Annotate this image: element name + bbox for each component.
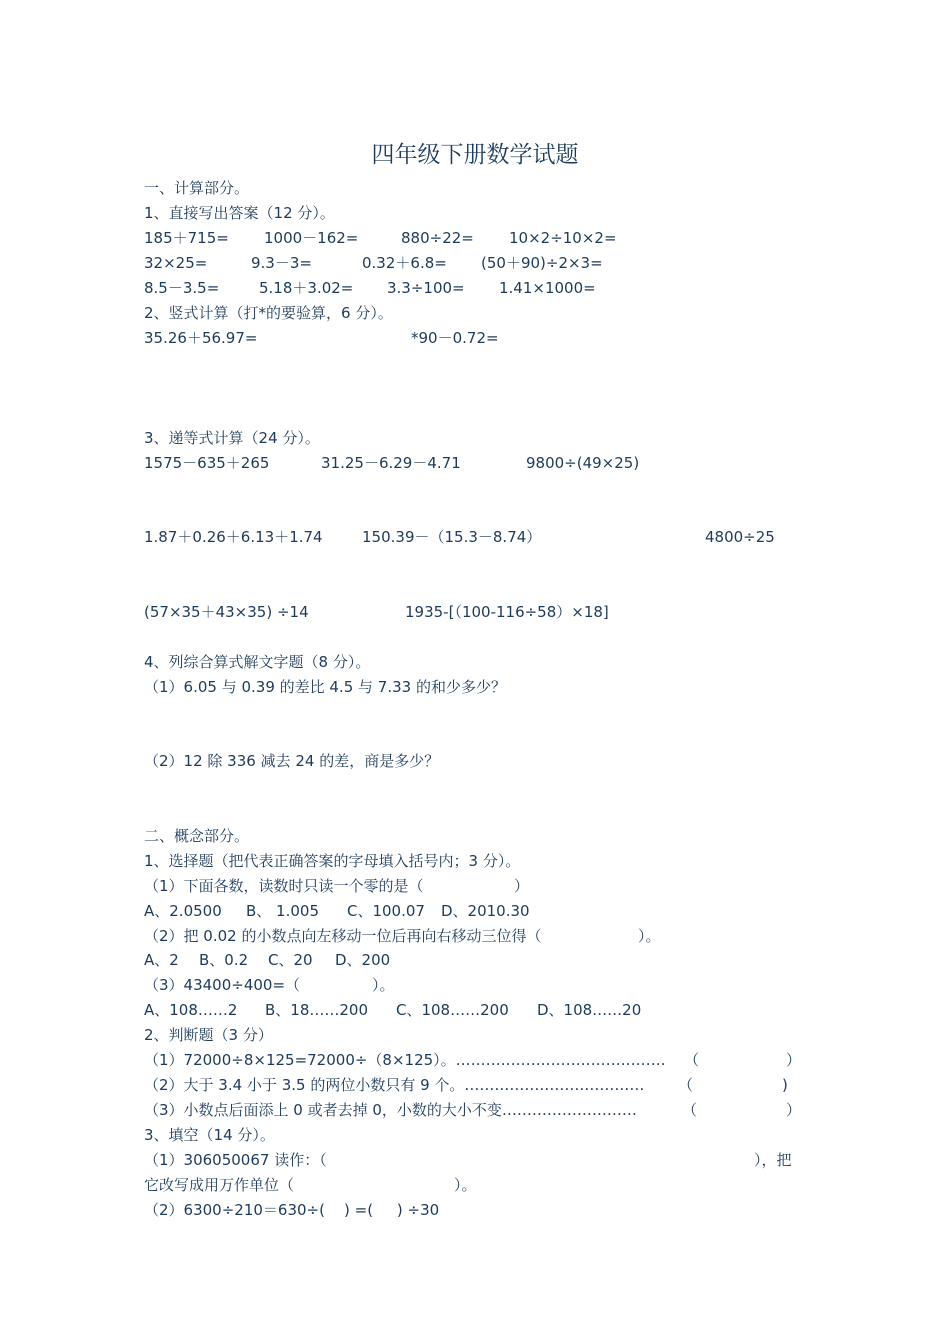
fill-item-end: ），把 [754,1151,792,1169]
vertical-calc-item: 35.26＋56.97= [144,329,258,347]
choice-option: C、20 [268,951,313,969]
judge-item: （1）72000÷8×125=72000÷（8×125）。…………………………………… [144,1051,666,1069]
calc-item: 0.32＋6.8= [362,254,447,272]
calc-item: 32×25= [144,254,208,272]
stepwise-item: 4800÷25 [705,528,775,546]
choice-option: A、108……2 [144,1001,238,1019]
stepwise-item: 1575－635＋265 [144,454,270,472]
choice-option: B、 1.005 [246,902,320,920]
answer-bracket: （ [684,1051,700,1069]
choice-option: B、0.2 [199,951,249,969]
answer-bracket: ） [786,1101,802,1119]
question-3-heading: 3、递等式计算（24 分）。 [144,429,320,447]
stepwise-item: 150.39－（15.3－8.74） [362,528,542,546]
choice-option: C、100.07 [347,902,425,920]
stepwise-item: 9800÷(49×25) [526,454,640,472]
calc-item: (50＋90)÷2×3= [481,254,603,272]
calc-item: 9.3－3= [251,254,312,272]
judge-item: （3）小数点后面添上 0 或者去掉 0，小数的大小不变……………………… [144,1101,637,1119]
answer-bracket: ）。 [638,927,661,945]
choice-question: （3）43400÷400=（ [144,976,301,994]
judge-item: （2）大于 3.4 小于 3.5 的两位小数只有 9 个。……………………………… [144,1076,645,1094]
choice-option: A、2 [144,951,179,969]
fill-item-end: ）。 [454,1176,477,1194]
stepwise-item: 31.25－6.29－4.71 [321,454,461,472]
answer-bracket: ) [782,1076,788,1094]
calc-item: 1.41×1000= [499,279,596,297]
choice-option: A、2.0500 [144,902,222,920]
calc-item: 10×2÷10×2= [509,229,617,247]
calc-item: 880÷22= [401,229,474,247]
choice-heading: 1、选择题（把代表正确答案的字母填入括号内；3 分）。 [144,852,521,870]
stepwise-item: 1935-[（100-116÷58）×18] [405,603,609,621]
choice-question: （1）下面各数，读数时只读一个零的是（ [144,877,424,895]
section-2-heading: 二、概念部分。 [144,827,250,845]
choice-option: B、18……200 [265,1001,369,1019]
calc-item: 8.5－3.5= [144,279,220,297]
stepwise-item: (57×35＋43×35) ÷14 [144,603,309,621]
vertical-calc-item: *90－0.72= [411,329,499,347]
section-1-heading: 一、计算部分。 [144,179,250,197]
choice-option: C、108……200 [396,1001,509,1019]
word-problem: （2）12 除 336 减去 24 的差，商是多少？ [144,752,440,770]
fill-item: 它改写成用万作单位（ [144,1176,295,1194]
calc-item: 185＋715= [144,229,229,247]
choice-option: D、2010.30 [441,902,530,920]
calc-item: 5.18＋3.02= [259,279,354,297]
answer-bracket: （ [682,1101,698,1119]
answer-bracket: （ [678,1076,694,1094]
question-4-heading: 4、列综合算式解文字题（8 分）。 [144,653,371,671]
fill-item: （1）306050067 读作：（ [144,1151,327,1169]
answer-bracket: ）。 [372,976,395,994]
fill-heading: 3、填空（14 分）。 [144,1126,275,1144]
choice-option: D、108……20 [537,1001,642,1019]
answer-bracket: ） [786,1051,802,1069]
choice-option: D、200 [335,951,391,969]
calc-item: 3.3÷100= [387,279,465,297]
word-problem: （1）6.05 与 0.39 的差比 4.5 与 7.33 的和少多少？ [144,678,506,696]
page-title: 四年级下册数学试题 [371,142,579,168]
fill-item: （2）6300÷210＝630÷( ) =( ) ÷30 [144,1201,440,1219]
question-1-heading: 1、直接写出答案（12 分）。 [144,204,335,222]
judge-heading: 2、判断题（3 分） [144,1026,273,1044]
stepwise-item: 1.87＋0.26＋6.13＋1.74 [144,528,323,546]
question-2-heading: 2、竖式计算（打*的要验算，6 分）。 [144,304,393,322]
answer-bracket: ） [514,877,530,895]
calc-item: 1000－162= [264,229,359,247]
choice-question: （2）把 0.02 的小数点向左移动一位后再向右移动三位得（ [144,927,542,945]
